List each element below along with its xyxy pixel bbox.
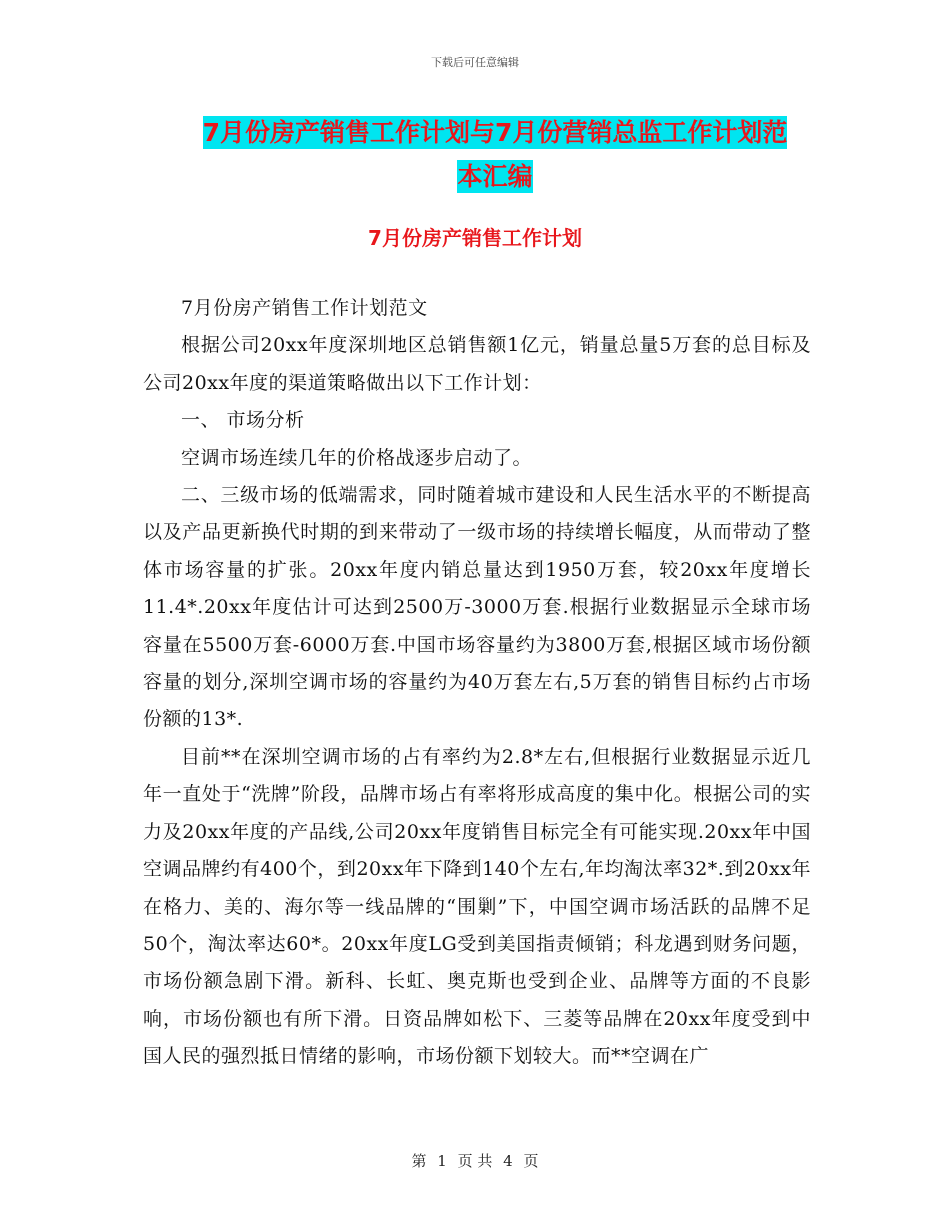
section-title: 7月份房产销售工作计划 — [368, 226, 582, 250]
paragraph-subtitle: 7月份房产销售工作计划范文 — [181, 297, 428, 319]
document-title — [150, 111, 840, 199]
paragraph-heading-market-analysis: 一、 市场分析 — [181, 409, 305, 432]
paragraph: 目前**在深圳空调市场的占有率约为2.8*左右,但根据行业数据显示近几年一直处于“洗牌”阶段，品牌市场占有率将形成高度的集中化。根据公司的实力及20xx年度的产品线,公司20xx年度销售目标完全有可能实现.20xx年中国空调品牌约有400个，到20xx年下降到140个左右,年均淘汰率32*.到20xx年在格力、美的、海尔等一线品牌的“围剿”下，中国空调市场活跃的品牌不足50个，淘汰率达60*。20xx年度LG受到美国指责倾销；科龙遇到财务问题，市场份额急剧下滑。新科、长虹、奥克斯也受到企业、品牌等方面的不良影响，市场份额也有所下滑。日资品牌如松下、三菱等品牌在20xx年度受到中国人民的强烈抵日情绪的影响，市场份额下划较大。而**空调在广 — [143, 745, 811, 1068]
paragraph: 二、三级市场的低端需求，同时随着城市建设和人民生活水平的不断提高以及产品更新换代时期的到来带动了一级市场的持续增长幅度，从而带动了整体市场容量的扩张。20xx年度内销总量达到1950万套，较20xx年度增长11.4*.20xx年度估计可达到2500万-3000万套.根据行业数据显示全球市场容量在5500万套-6000万套.中国市场容量约为3800万套,根据区域市场份额容量的划分,深圳空调市场的容量约为40万套左右,5万套的销售目标约占市场份额的13*. — [143, 484, 811, 731]
document-title-line-2: 本汇编 — [457, 162, 533, 191]
page-header-note: 下载后可任意编辑 — [431, 56, 519, 69]
document-body — [143, 290, 811, 1076]
footer-prefix: 第 — [411, 1152, 427, 1170]
footer-total-pages: 4 — [503, 1152, 513, 1170]
page-footer — [0, 1150, 950, 1171]
footer-page-number: 1 — [437, 1152, 447, 1170]
footer-middle: 页 共 — [457, 1152, 493, 1170]
document-title-line-1: 7月份房产销售工作计划与7月份营销总监工作计划范 — [202, 118, 788, 147]
paragraph: 空调市场连续几年的价格战逐步启动了。 — [181, 446, 533, 469]
footer-suffix: 页 — [523, 1152, 539, 1170]
paragraph-intro: 根据公司20xx年度深圳地区总销售额1亿元，销量总量5万套的总目标及公司20xx年度的渠道策略做出以下工作计划： — [143, 334, 811, 394]
